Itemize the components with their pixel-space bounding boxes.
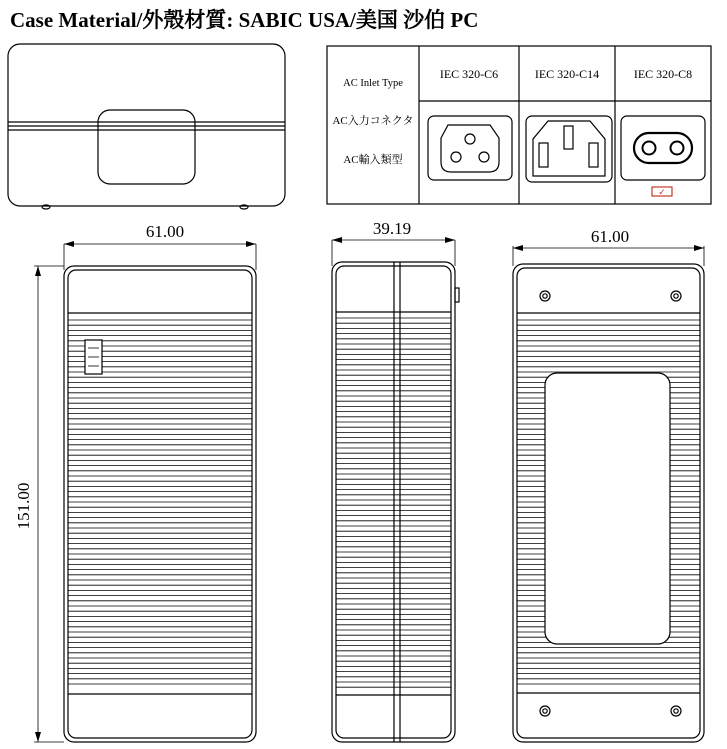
inlet-type-c8: IEC 320-C8 bbox=[633, 67, 693, 81]
back-view bbox=[513, 245, 704, 742]
table-row-label-cn: AC輸入類型 bbox=[343, 154, 403, 166]
front-width-dimension: 61.00 bbox=[145, 222, 185, 241]
top-view bbox=[8, 44, 285, 209]
table-row-label-jp: AC入力コネクタ bbox=[332, 115, 414, 127]
back-label-area bbox=[545, 373, 670, 644]
top-view-label-recess bbox=[98, 110, 195, 184]
ac-inlet-table bbox=[327, 46, 711, 204]
side-view bbox=[332, 237, 459, 742]
inlet-type-c14: IEC 320-C14 bbox=[534, 67, 600, 81]
back-width-dimension: 61.00 bbox=[590, 227, 630, 246]
side-connector-stub bbox=[455, 288, 459, 302]
c8-connector-icon bbox=[621, 116, 705, 180]
selected-check-mark: ✓ bbox=[658, 187, 666, 197]
page-title: Case Material/外殼材質: SABIC USA/美国 沙伯 PC bbox=[10, 8, 479, 32]
table-row-label-en: AC Inlet Type bbox=[343, 78, 403, 89]
c6-connector-icon bbox=[428, 116, 512, 180]
side-width-dimension: 39.19 bbox=[372, 219, 412, 238]
front-height-dimension: 151.00 bbox=[14, 482, 33, 530]
inlet-type-c6: IEC 320-C6 bbox=[439, 67, 499, 81]
c14-connector-icon bbox=[526, 116, 612, 182]
front-view bbox=[34, 241, 256, 742]
